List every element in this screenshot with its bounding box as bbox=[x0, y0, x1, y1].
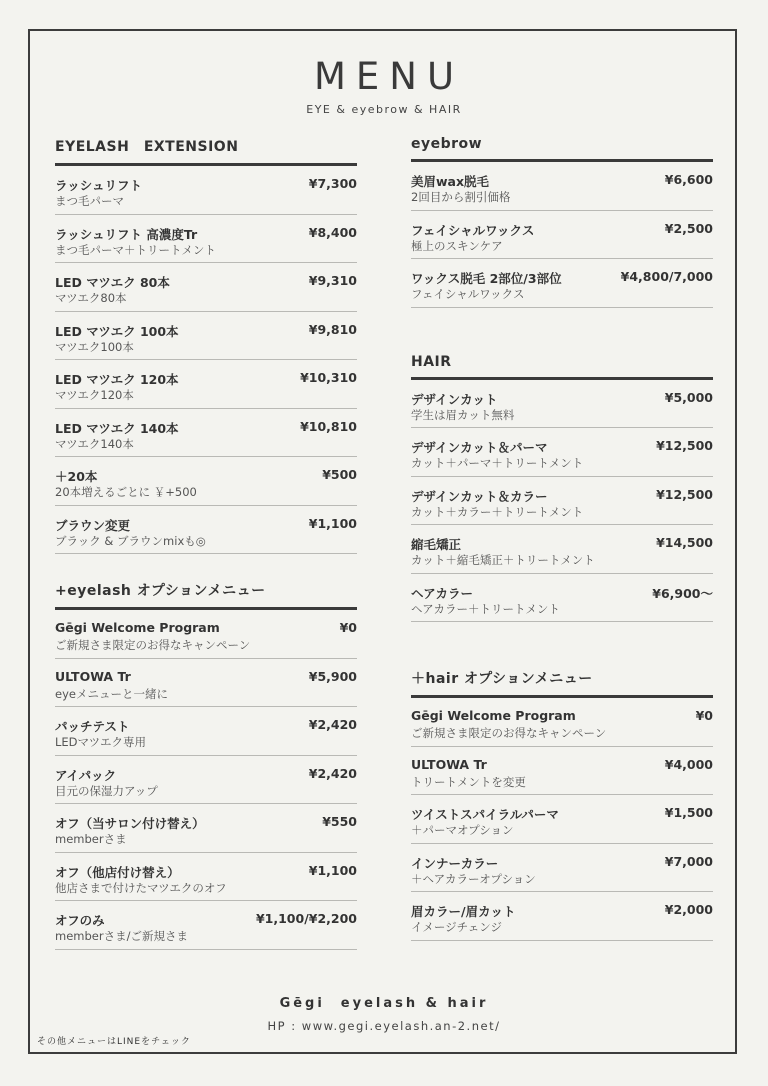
menu-item-description: 2回目から割引価格 bbox=[411, 190, 511, 204]
menu-item-price: ¥6,900〜 bbox=[652, 585, 713, 601]
menu-item-price: ¥10,310 bbox=[300, 370, 357, 385]
menu-item bbox=[411, 795, 713, 844]
menu-item-name: ULTOWA Tr bbox=[55, 668, 131, 684]
eyelash-options-heading: +eyelash オプションメニュー bbox=[55, 580, 357, 610]
menu-item bbox=[55, 756, 357, 805]
page-subtitle: EYE & eyebrow & HAIR bbox=[306, 103, 462, 116]
menu-item-name: 縮毛矯正 bbox=[411, 537, 462, 552]
menu-item-price: ¥0 bbox=[695, 708, 713, 723]
menu-item bbox=[55, 506, 357, 555]
menu-item-name: LED マツエク 140本 bbox=[55, 420, 179, 436]
footer-homepage-link[interactable]: HP : www.gegi.eyelash.an-2.net/ bbox=[267, 1019, 501, 1033]
hair-menu-list bbox=[411, 380, 713, 623]
menu-item-price: ¥1,100 bbox=[308, 515, 357, 531]
menu-item-price: ¥6,600 bbox=[664, 172, 713, 187]
menu-item-description: まつ毛パーマ＋トリートメント bbox=[55, 242, 216, 257]
eyebrow-section-heading: eyebrow bbox=[411, 136, 713, 162]
menu-item bbox=[411, 477, 713, 526]
menu-item bbox=[411, 428, 713, 477]
menu-item-name: アイパック bbox=[55, 767, 117, 783]
menu-item-price: ¥550 bbox=[322, 814, 357, 829]
eyebrow-menu-list bbox=[411, 162, 713, 308]
menu-item bbox=[55, 610, 357, 659]
menu-item-price: ¥12,500 bbox=[656, 438, 713, 453]
menu-item-description: 他店さまで付けたマツエクのオフ bbox=[55, 880, 227, 895]
menu-item-description: マツエク80本 bbox=[55, 291, 127, 305]
menu-item-name: Gēgi Welcome Program bbox=[55, 620, 220, 635]
menu-item-name: ＋20本 bbox=[55, 469, 98, 484]
menu-item bbox=[411, 747, 713, 796]
menu-item-name: フェイシャルワックス bbox=[411, 222, 535, 238]
menu-item bbox=[55, 166, 357, 215]
menu-item-price: ¥8,400 bbox=[308, 224, 357, 240]
menu-item-name: インナーカラー bbox=[411, 855, 499, 871]
hair-options-heading: ＋hair オプションメニュー bbox=[411, 668, 713, 698]
menu-item bbox=[411, 574, 713, 623]
menu-item bbox=[55, 215, 357, 264]
menu-item-description: ＋パーマオプション bbox=[411, 823, 514, 837]
menu-item-name: LED マツエク 100本 bbox=[55, 323, 179, 339]
menu-item-price: ¥4,800/7,000 bbox=[620, 269, 713, 284]
menu-item bbox=[411, 844, 713, 893]
menu-item-name: LED マツエク 80本 bbox=[55, 275, 170, 290]
menu-item-description: 20本増えるごとに ￥+500 bbox=[55, 485, 197, 499]
menu-item bbox=[55, 312, 357, 361]
menu-item-description: memberさま bbox=[55, 832, 127, 846]
menu-item-price: ¥7,300 bbox=[308, 176, 357, 191]
menu-item-price: ¥1,100/¥2,200 bbox=[255, 911, 357, 926]
menu-item bbox=[411, 259, 713, 308]
menu-item bbox=[55, 901, 357, 950]
menu-item-price: ¥2,420 bbox=[308, 717, 357, 732]
menu-item-description: フェイシャルワックス bbox=[411, 287, 525, 301]
menu-item-description: ヘアカラー＋トリートメント bbox=[411, 601, 560, 616]
menu-item-description: カット＋縮毛矯正＋トリートメント bbox=[411, 553, 595, 567]
menu-item bbox=[55, 263, 357, 312]
menu-item-description: イメージチェンジ bbox=[411, 920, 503, 934]
menu-item-description: トリートメントを変更 bbox=[411, 774, 526, 789]
menu-item bbox=[411, 380, 713, 429]
menu-item-name: Gēgi Welcome Program bbox=[411, 708, 576, 723]
menu-item-price: ¥14,500 bbox=[656, 535, 713, 550]
menu-item-description: LEDマツエク専用 bbox=[55, 735, 146, 749]
menu-item-name: デザインカット＆カラー bbox=[411, 488, 548, 504]
eyelash-options-list bbox=[55, 610, 357, 950]
menu-item-name: 美眉wax脱毛 bbox=[411, 174, 490, 189]
menu-item-price: ¥5,000 bbox=[664, 389, 713, 405]
menu-item-description: マツエク120本 bbox=[55, 388, 134, 402]
menu-item bbox=[55, 804, 357, 853]
menu-item-description: ご新規さま限定のお得なキャンペーン bbox=[411, 726, 607, 740]
menu-item bbox=[55, 659, 357, 708]
menu-item-description: マツエク140本 bbox=[55, 436, 134, 451]
menu-item-description: 学生は眉カット無料 bbox=[411, 407, 515, 422]
menu-item-description: カット＋パーマ＋トリートメント bbox=[411, 456, 584, 470]
menu-item bbox=[411, 162, 713, 211]
menu-item-name: パッチテスト bbox=[55, 719, 130, 734]
menu-item-name: ULTOWA Tr bbox=[411, 756, 487, 772]
menu-item-name: ワックス脱毛 2部位/3部位 bbox=[411, 271, 562, 286]
menu-item-description: まつ毛パーマ bbox=[55, 194, 124, 208]
eyelash-menu-list bbox=[55, 166, 357, 554]
menu-item bbox=[55, 409, 357, 458]
hair-options-list bbox=[411, 698, 713, 941]
menu-item bbox=[411, 211, 713, 260]
menu-item-price: ¥1,500 bbox=[664, 805, 713, 820]
menu-item-name: ブラウン変更 bbox=[55, 517, 131, 533]
menu-item-description: memberさま/ご新規さま bbox=[55, 929, 188, 943]
menu-item-name: ラッシュリフト bbox=[55, 178, 143, 193]
menu-item-price: ¥2,000 bbox=[664, 902, 713, 917]
page-title: MENU bbox=[313, 55, 465, 98]
menu-item-description: 極上のスキンケア bbox=[411, 238, 503, 253]
menu-item bbox=[411, 525, 713, 574]
menu-item-price: ¥0 bbox=[339, 620, 357, 635]
menu-item bbox=[55, 853, 357, 902]
menu-item-name: 眉カラー/眉カット bbox=[411, 904, 516, 919]
menu-item-description: 目元の保湿力アップ bbox=[55, 783, 158, 798]
footer-brand: Gēgi eyelash & hair bbox=[279, 996, 489, 1011]
menu-item-price: ¥9,810 bbox=[308, 321, 357, 337]
menu-item-price: ¥7,000 bbox=[664, 853, 713, 869]
menu-item-description: ご新規さま限定のお得なキャンペーン bbox=[55, 638, 251, 652]
menu-item bbox=[411, 698, 713, 747]
menu-item-description: ＋ヘアカラーオプション bbox=[411, 871, 536, 886]
menu-item-name: ヘアカラー bbox=[411, 585, 474, 601]
footer-line-note: その他メニューはLINEをチェック bbox=[37, 1037, 191, 1047]
menu-item-description: eyeメニューと一緒に bbox=[55, 686, 168, 701]
menu-item-name: デザインカット bbox=[411, 391, 498, 407]
menu-item-name: オフ（当サロン付け替え） bbox=[55, 816, 205, 831]
menu-item-name: オフ（他店付け替え） bbox=[55, 864, 180, 880]
menu-item-description: ブラック & ブラウンmixも◎ bbox=[55, 533, 206, 548]
menu-item-price: ¥2,500 bbox=[664, 220, 713, 236]
menu-item-name: ツイストスパイラルパーマ bbox=[411, 807, 559, 822]
menu-item-price: ¥9,310 bbox=[308, 273, 357, 288]
menu-item-name: ラッシュリフト 高濃度Tr bbox=[55, 226, 198, 242]
hair-section-heading: HAIR bbox=[411, 354, 713, 380]
menu-item-price: ¥5,900 bbox=[308, 668, 357, 684]
menu-item-name: デザインカット＆パーマ bbox=[411, 440, 548, 455]
menu-item bbox=[55, 707, 357, 756]
menu-item-name: オフのみ bbox=[55, 913, 105, 928]
menu-item-price: ¥2,420 bbox=[308, 765, 357, 781]
menu-item-price: ¥500 bbox=[322, 467, 357, 482]
left-column bbox=[55, 136, 357, 950]
menu-item bbox=[55, 360, 357, 409]
menu-item-price: ¥12,500 bbox=[656, 486, 713, 502]
menu-item bbox=[55, 457, 357, 506]
menu-item-price: ¥4,000 bbox=[664, 756, 713, 772]
right-column bbox=[411, 136, 713, 941]
menu-item-description: マツエク100本 bbox=[55, 339, 134, 354]
menu-item-description: カット＋カラー＋トリートメント bbox=[411, 504, 584, 519]
menu-item-name: LED マツエク 120本 bbox=[55, 372, 179, 387]
eyelash-section-heading: EYELASH EXTENSION bbox=[55, 136, 357, 166]
menu-item-price: ¥10,810 bbox=[300, 418, 357, 434]
menu-item-price: ¥1,100 bbox=[308, 862, 357, 878]
menu-item bbox=[411, 892, 713, 941]
